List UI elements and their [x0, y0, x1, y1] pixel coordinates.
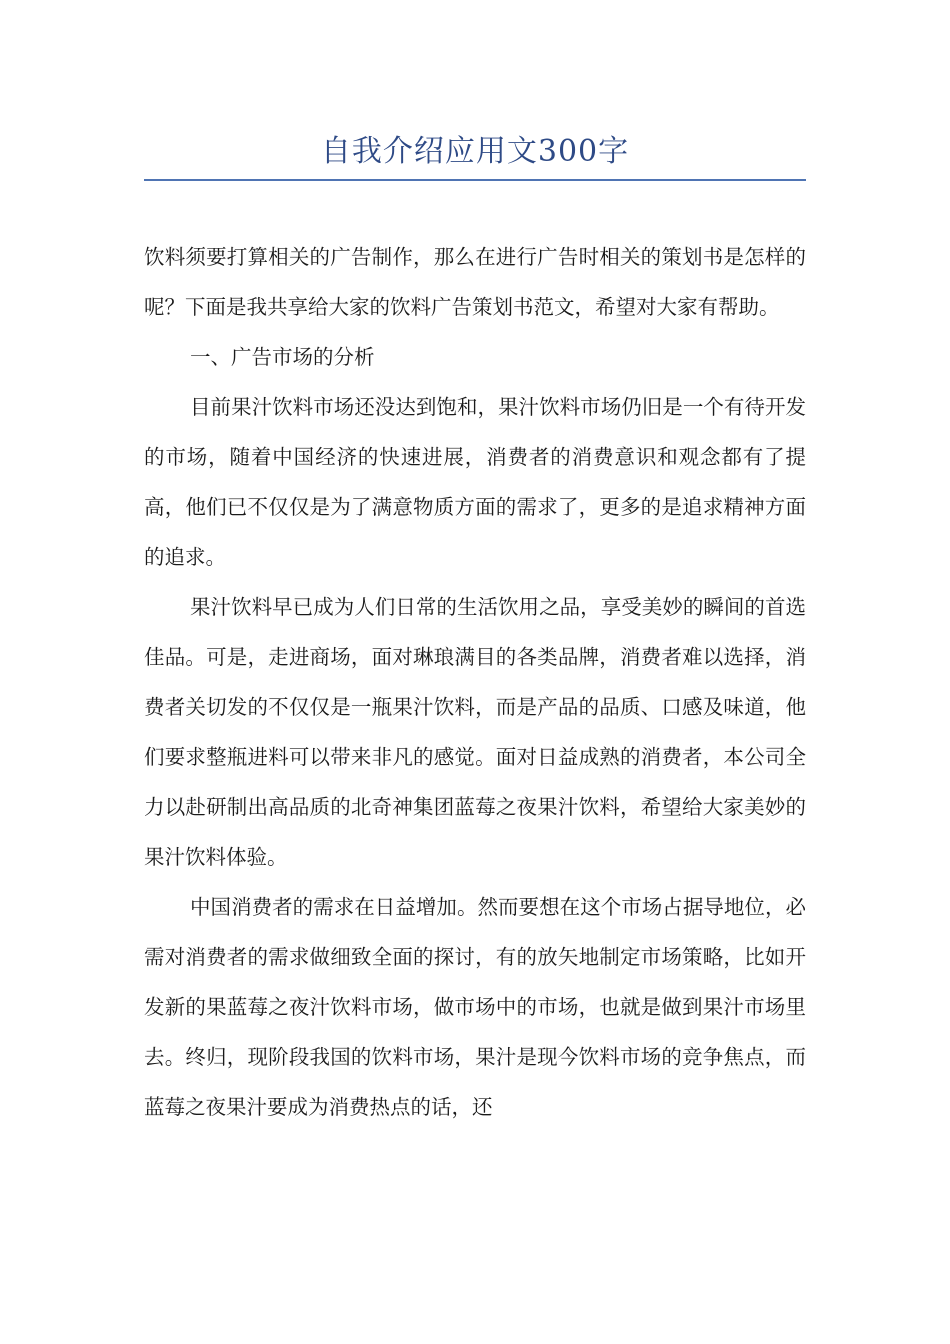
paragraph-consumer-demand: 中国消费者的需求在日益增加。然而要想在这个市场占据导地位，必需对消费者的需求做细致全面的探讨，有的放矢地制定市场策略，比如开发新的果蓝莓之夜汁饮料市场，做市场中的市场，也就是做到果汁市场里去。终归，现阶段我国的饮料市场，果汁是现今饮料市场的竞争焦点，而蓝莓之夜果汁要成为消费热点的话，还: [144, 895, 806, 1119]
paragraph-market-status: 目前果汁饮料市场还没达到饱和，果汁饮料市场仍旧是一个有待开发的市场，随着中国经济的快速进展，消费者的消费意识和观念都有了提高，他们已不仅仅是为了满意物质方面的需求了，更多的是追求精神方面的追求。: [144, 395, 806, 569]
document-body: [144, 232, 806, 1132]
paragraph-intro: 饮料须要打算相关的广告制作，那么在进行广告时相关的策划书是怎样的呢？下面是我共享给大家的饮料广告策划书范文，希望对大家有帮助。: [144, 245, 806, 319]
paragraph-juice-daily-use: 果汁饮料早已成为人们日常的生活饮用之品，享受美妙的瞬间的首选佳品。可是，走进商场，面对琳琅满目的各类品牌，消费者难以选择，消费者关切发的不仅仅是一瓶果汁饮料，而是产品的品质、口感及味道，他们要求整瓶进料可以带来非凡的感觉。面对日益成熟的消费者，本公司全力以赴研制出高品质的北奇神集团蓝莓之夜果汁饮料，希望给大家美妙的果汁饮料体验。: [144, 595, 806, 869]
title-underline: [144, 179, 806, 181]
section-heading-market-analysis: 一、广告市场的分析: [190, 345, 375, 369]
document-title: 自我介绍应用文300字: [320, 134, 630, 169]
